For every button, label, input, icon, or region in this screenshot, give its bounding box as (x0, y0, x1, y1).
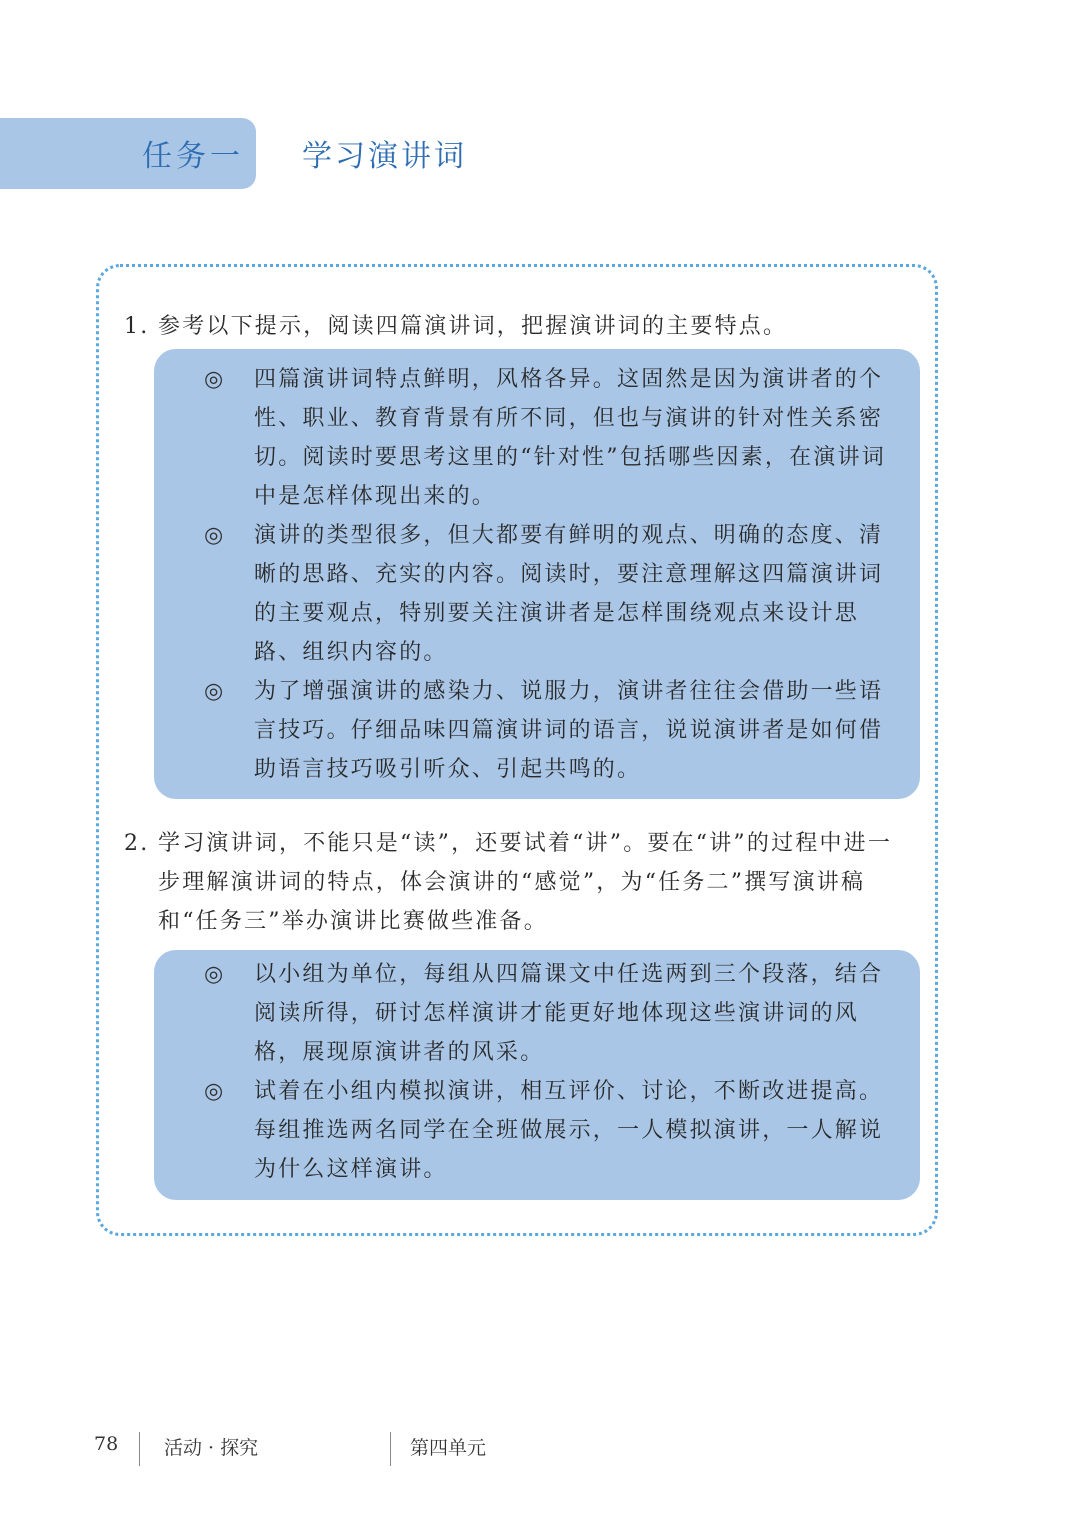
double-circle-icon: ◎ (204, 1079, 226, 1104)
section-2-text: 学习演讲词，不能只是“读”，还要试着“讲”。要在“讲”的过程中进一步理解演讲词的特点，体会演讲的“感觉”，为“任务二”撰写演讲稿和“任务三”举办演讲比赛做些准备。 (158, 831, 893, 934)
footer-divider (390, 1432, 391, 1466)
section-1-text: 参考以下提示，阅读四篇演讲词，把握演讲词的主要特点。 (158, 314, 788, 339)
tip-text: 试着在小组内模拟演讲，相互评价、讨论，不断改进提高。每组推选两名同学在全班做展示，一人模拟演讲，一人解说为什么这样演讲。 (254, 1079, 884, 1182)
section-1-prompt (124, 307, 914, 346)
tip-text: 演讲的类型很多，但大都要有鲜明的观点、明确的态度、清晰的思路、充实的内容。阅读时，要注意理解这四篇演讲词的主要观点，特别要关注演讲者是怎样围绕观点来设计思路、组织内容的。 (254, 523, 884, 665)
tip-item (154, 672, 920, 789)
section-1-number: 1. (124, 314, 150, 339)
task-title: 学习演讲词 (302, 139, 467, 174)
footer-divider (139, 1432, 140, 1466)
task-label: 任务一 (142, 139, 244, 174)
double-circle-icon: ◎ (204, 367, 226, 392)
tip-text: 以小组为单位，每组从四篇课文中任选两到三个段落，结合阅读所得，研讨怎样演讲才能更好地体现这些演讲词的风格，展现原演讲者的风采。 (254, 962, 884, 1065)
tip-item (154, 516, 920, 672)
page-number: 78 (94, 1433, 119, 1455)
double-circle-icon: ◎ (204, 962, 226, 987)
tip-text: 为了增强演讲的感染力、说服力，演讲者往往会借助一些语言技巧。仔细品味四篇演讲词的语言，说说演讲者是如何借助语言技巧吸引听众、引起共鸣的。 (254, 679, 884, 782)
double-circle-icon: ◎ (204, 679, 226, 704)
tip-text: 四篇演讲词特点鲜明，风格各异。这固然是因为演讲者的个性、职业、教育背景有所不同，但也与演讲的针对性关系密切。阅读时要思考这里的“针对性”包括哪些因素，在演讲词中是怎样体现出来的。 (254, 367, 886, 509)
section-2-number: 2. (124, 831, 150, 856)
double-circle-icon: ◎ (204, 523, 226, 548)
section-1-tips-box (154, 349, 920, 799)
section-2-tips-box (154, 950, 920, 1200)
footer-section: 活动 · 探究 (164, 1437, 259, 1459)
footer-unit: 第四单元 (410, 1437, 487, 1459)
tip-item (154, 1072, 920, 1189)
tip-item (154, 955, 920, 1072)
section-2-prompt (124, 824, 914, 941)
tip-item (154, 360, 920, 516)
